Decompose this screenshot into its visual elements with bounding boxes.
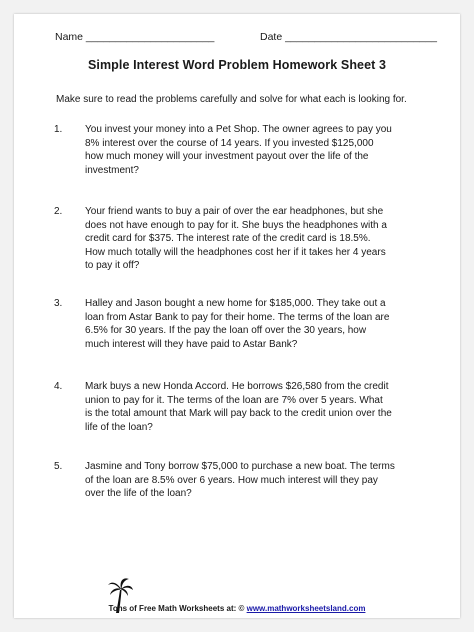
instructions-text: Make sure to read the problems carefully and solve for what each is looking for. — [56, 94, 407, 105]
footer-text: Tons of Free Math Worksheets at: © — [108, 604, 247, 613]
problem-3 — [54, 297, 444, 351]
problem-line: over the life of the loan? — [85, 488, 192, 500]
problem-line: how much money will your investment payout over the life of the — [85, 151, 369, 163]
problem-line: does not have enough to pay for it. She buys the headphones with a — [85, 219, 387, 231]
problem-line: of the loan are 8.5% over 6 years. How much interest will they pay — [85, 474, 378, 486]
problem-line: Your friend wants to buy a pair of over the ear headphones, but she — [85, 206, 384, 217]
problem-line: union to pay for it. The terms of the loan are 7% over 5 years. What — [85, 394, 383, 406]
problem-line: Halley and Jason bought a new home for $185,000. They take out a — [85, 298, 386, 309]
problem-line: Jasmine and Tony borrow $75,000 to purchase a new boat. The terms — [85, 461, 395, 472]
problem-text — [85, 205, 444, 273]
footer — [14, 604, 460, 613]
problem-line: life of the loan? — [85, 421, 153, 433]
problem-text — [85, 123, 444, 177]
problem-line: 6.5% for 30 years. If the pay the loan off over the 30 years, how — [85, 325, 367, 337]
problem-line: 8% interest over the course of 14 years. If you invested $125,000 — [85, 137, 374, 149]
problem-line: You invest your money into a Pet Shop. The owner agrees to pay you — [85, 124, 392, 135]
worksheet-page — [14, 14, 460, 618]
footer-website-link[interactable]: www.mathworksheetsland.com — [246, 604, 366, 613]
problem-2 — [54, 205, 444, 273]
problem-1 — [54, 123, 444, 177]
problem-number: 2. — [54, 206, 63, 217]
date-field-label: Date __________________________ — [260, 31, 437, 43]
problem-line: to pay it off? — [85, 260, 140, 272]
problem-text — [85, 297, 444, 351]
problem-number: 1. — [54, 124, 63, 135]
page-title: Simple Interest Word Problem Homework Sheet 3 — [87, 58, 387, 72]
problem-text — [85, 380, 444, 434]
problem-number: 4. — [54, 381, 63, 392]
problem-line: investment? — [85, 164, 139, 176]
problem-line: much interest will they have paid to Astar Bank? — [85, 338, 298, 350]
problem-line: How much totally will the headphones cost her if it takes her 4 years — [85, 246, 386, 258]
name-field-label: Name ______________________ — [55, 31, 215, 43]
problem-number: 5. — [54, 461, 63, 472]
problem-line: credit card for $375. The interest rate of the credit card is 18.5%. — [85, 233, 371, 245]
problem-line: loan from Astar Bank to pay for their home. The terms of the loan are — [85, 311, 390, 323]
problem-line: Mark buys a new Honda Accord. He borrows $26,580 from the credit — [85, 381, 389, 392]
problem-4 — [54, 380, 444, 434]
problem-text — [85, 460, 444, 501]
problem-5 — [54, 460, 444, 501]
problem-line: is the total amount that Mark will pay back to the credit union over the — [85, 408, 392, 420]
problem-number: 3. — [54, 298, 63, 309]
